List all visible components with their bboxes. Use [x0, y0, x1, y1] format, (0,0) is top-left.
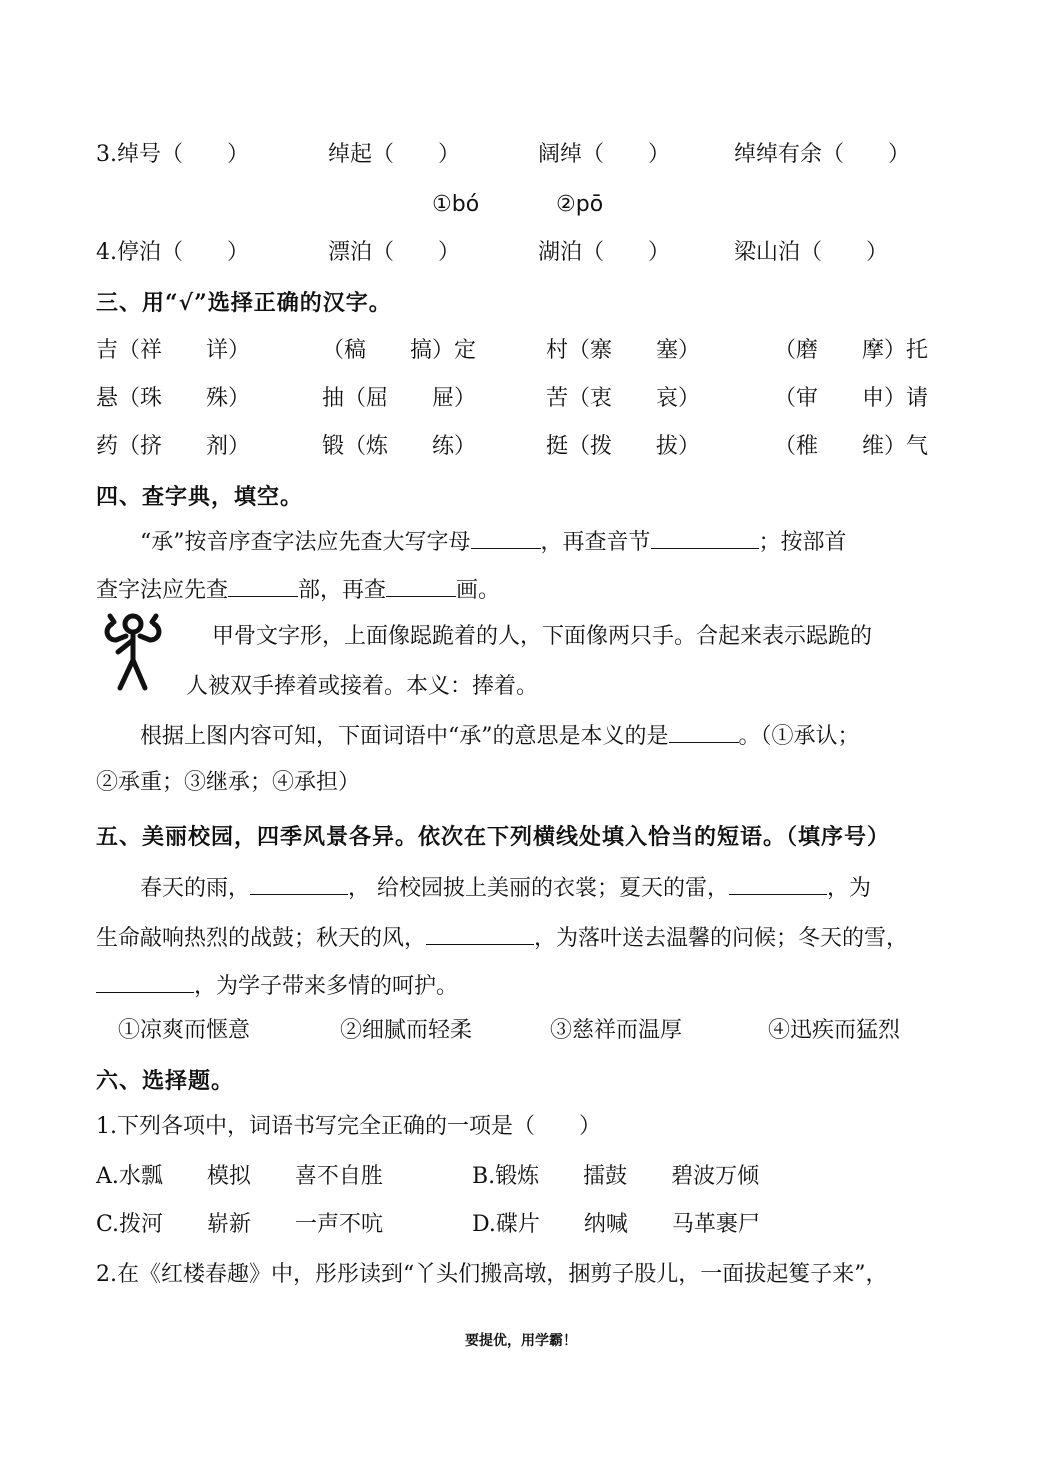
q3-item-a: 3.绰号（ ） — [96, 142, 249, 167]
text: “承”按音序查字法应先查大写字母 — [140, 530, 471, 555]
answer-blank[interactable] — [386, 574, 456, 597]
option-d: D.碟片 纳喊 马革裹尸 — [472, 1212, 760, 1237]
section4-question-line-2: ②承重；③继承；④承担） — [96, 770, 361, 795]
q3-item-b: 绰起（ ） — [328, 142, 461, 167]
text: 根据上图内容可知，下面词语中“承”的意思是本义的是 — [140, 724, 669, 749]
q4-item-b: 漂泊（ ） — [328, 240, 461, 265]
choice-cell: 村（寨 塞） — [546, 338, 701, 363]
answer-blank[interactable] — [471, 526, 541, 549]
section6-title: 六、选择题。 — [96, 1068, 235, 1094]
pinyin-option-1: ①bó — [432, 192, 480, 217]
choice-cell: （审 申）请 — [774, 386, 929, 411]
section6-q2: 2.在《红楼春趣》中，彤彤读到“丫头们搬高墩，捆剪子股儿，一面拔起篗子来”， — [96, 1262, 888, 1287]
oracle-bone-glyph-image — [100, 610, 170, 700]
answer-blank[interactable] — [250, 872, 348, 895]
section5-line-2 — [96, 922, 908, 954]
choice-cell: 悬（珠 殊） — [96, 386, 251, 411]
text: ，为 — [827, 876, 872, 901]
choice-cell: （稿 搞）定 — [322, 338, 477, 363]
answer-blank[interactable] — [96, 970, 194, 993]
pinyin-option-2: ②pō — [556, 192, 604, 217]
text: ， 给校园披上美丽的衣裳；夏天的雷， — [348, 876, 730, 901]
oracle-desc-line-2: 人被双手捧着或接着。本义：捧着。 — [186, 674, 539, 699]
section4-line-1 — [140, 526, 847, 558]
q3-item-d: 绰绰有余（ ） — [734, 142, 911, 167]
text: ；按部首 — [758, 530, 847, 555]
option-a: A.水瓢 模拟 喜不自胜 — [96, 1164, 383, 1189]
section4-question-line-1 — [140, 720, 860, 752]
text: 春天的雨， — [140, 876, 251, 901]
text: 生命敲响热烈的战鼓；秋天的风， — [96, 926, 427, 951]
option-c: C.拨河 崭新 一声不吭 — [96, 1212, 384, 1237]
choice-cell: 药（挤 剂） — [96, 434, 251, 459]
section5-title: 五、美丽校园，四季风景各异。依次在下列横线处填入恰当的短语。（填序号） — [96, 824, 891, 850]
section4-line-2 — [96, 574, 500, 606]
choice-cell: 苦（衷 哀） — [546, 386, 701, 411]
option-b: B.锻炼 擂鼓 碧波万倾 — [472, 1164, 760, 1189]
oracle-bone-glyph-icon — [100, 610, 170, 700]
answer-blank[interactable] — [426, 922, 534, 945]
section6-q1: 1.下列各项中，词语书写完全正确的一项是（ ） — [96, 1114, 601, 1139]
section5-line-1 — [140, 872, 871, 904]
answer-blank[interactable] — [228, 574, 298, 597]
answer-blank[interactable] — [669, 720, 739, 743]
phrase-option: ②细腻而轻柔 — [340, 1018, 473, 1043]
text: ，再查音节 — [540, 530, 651, 555]
q4-item-c: 湖泊（ ） — [538, 240, 671, 265]
text: 部，再查 — [298, 578, 387, 603]
q4-item-a: 4.停泊（ ） — [96, 240, 249, 265]
oracle-desc-line-1: 甲骨文字形，上面像跽跪着的人，下面像两只手。合起来表示跽跪的 — [212, 624, 873, 649]
q3-item-c: 阔绰（ ） — [538, 142, 671, 167]
choice-cell: 抽（屈 屉） — [322, 386, 477, 411]
page-footer: 要提优，用学霸！ — [465, 1333, 577, 1349]
choice-cell: （稚 维）气 — [774, 434, 929, 459]
section3-title: 三、用“√”选择正确的汉字。 — [96, 290, 392, 316]
section4-title: 四、查字典，填空。 — [96, 484, 304, 510]
text: 画。 — [456, 578, 501, 603]
choice-cell: 锻（炼 练） — [322, 434, 477, 459]
phrase-option: ③慈祥而温厚 — [550, 1018, 683, 1043]
phrase-option: ④迅疾而猛烈 — [768, 1018, 901, 1043]
answer-blank[interactable] — [651, 526, 759, 549]
q4-item-d: 梁山泊（ ） — [734, 240, 889, 265]
text: ，为学子带来多情的呵护。 — [194, 974, 459, 999]
text: 。（①承认； — [738, 724, 860, 749]
choice-cell: 挺（拨 拔） — [546, 434, 701, 459]
choice-cell: （磨 摩）托 — [774, 338, 929, 363]
answer-blank[interactable] — [729, 872, 827, 895]
choice-cell: 吉（祥 详） — [96, 338, 251, 363]
phrase-option: ①凉爽而惬意 — [118, 1018, 251, 1043]
section5-line-3 — [96, 970, 458, 1002]
text: 查字法应先查 — [96, 578, 229, 603]
text: ，为落叶送去温馨的问候；冬天的雪， — [534, 926, 909, 951]
